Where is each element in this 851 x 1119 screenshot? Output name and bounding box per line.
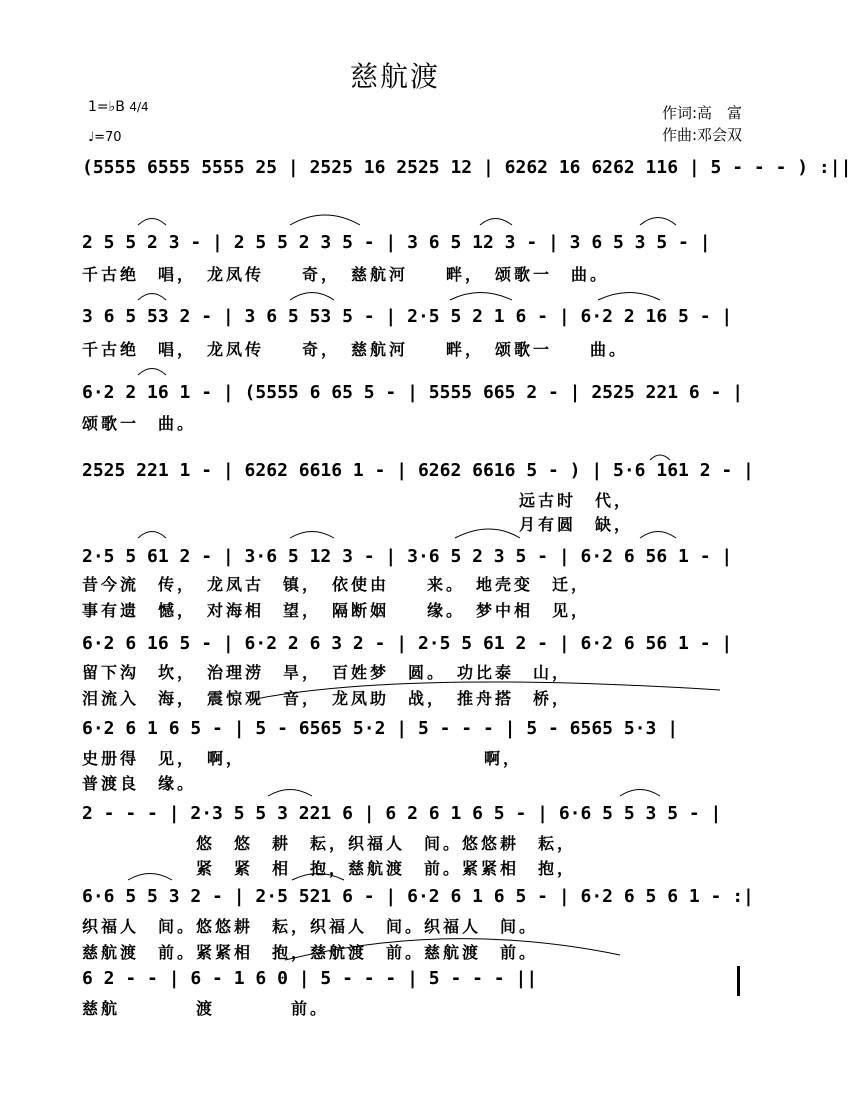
notation-line-1: 2 5 5 2 3 - | 2 5 5 2 3 5 - | 3 6 5 12 3 - | 3 6 5 3 5 - | (82, 232, 711, 253)
notation-line-4: 2525 221 1 - | 6262 6616 1 - | 6262 6616 5 - ) | 5·6 161 2 - | (82, 460, 754, 481)
credits (662, 102, 742, 146)
lyric-line-4b: 月有圆 缺， (82, 515, 634, 534)
lyric-line-8b: 紧 紧 相 抱，慈航渡 前。紧紧相 抱， (82, 859, 577, 878)
key-text: 1=♭B (88, 99, 125, 115)
tempo-marking: ♩=70 (88, 130, 122, 145)
notation-line-9: 6·6 5 5 3 2 - | 2·5 521 6 - | 6·2 6 1 6 5 - | 6·2 6 5 6 1 - :| (82, 886, 754, 907)
lyricist: 作词:高 富 (661, 104, 742, 122)
lyric-line-2: 千古绝 唱， 龙凤传 奇， 慈航河 畔， 颂歌一 曲。 (82, 340, 629, 359)
lyric-line-6a: 留下沟 坎， 治理涝 旱， 百姓梦 圆。 功比泰 山， (82, 663, 572, 682)
notation-line-6: 6·2 6 16 5 - | 6·2 2 6 3 2 - | 2·5 5 61 2 - | 6·2 6 56 1 - | (82, 633, 733, 654)
notation-line-7: 6·2 6 1 6 5 - | 5 - 6565 5·2 | 5 - - - | 5 - 6565 5·3 | (82, 718, 679, 739)
notation-line-intro: (5555 6555 5555 25 | 2525 16 2525 12 | 6262 16 6262 116 | 5 - - - ) :|| (82, 157, 851, 178)
lyric-line-7b: 普渡良 缘。 (82, 774, 197, 793)
song-title: 慈航渡 (349, 60, 440, 93)
lyric-line-10: 慈航 渡 前。 (82, 999, 330, 1018)
lyric-line-5b: 事有遗 憾， 对海相 望， 隔断姻 缘。 梦中相 见， (82, 601, 591, 620)
composer: 作曲:邓会双 (661, 126, 742, 144)
lyric-line-5a: 昔今流 传， 龙凤古 镇， 依使由 来。 地壳变 迁， (82, 575, 591, 594)
lyric-line-3: 颂歌一 曲。 (82, 414, 197, 433)
time-signature: 4/4 (129, 100, 149, 114)
lyric-line-6b: 泪流入 海， 震惊观 音， 龙凤助 战， 推舟搭 桥， (82, 689, 572, 708)
final-barline (737, 966, 740, 996)
lyric-line-4a: 远古时 代， (82, 491, 634, 510)
lyric-line-9a: 织福人 间。悠悠耕 耘，织福人 间。织福人 间。 (82, 917, 539, 936)
notation-line-2: 3 6 5 53 2 - | 3 6 5 53 5 - | 2·5 5 2 1 6 - | 6·2 2 16 5 - | (82, 306, 733, 327)
key-signature (88, 100, 149, 115)
lyric-line-9b: 慈航渡 前。紧紧相 抱，慈航渡 前。慈航渡 前。 (82, 943, 539, 962)
lyric-line-8a: 悠 悠 耕 耘，织福人 间。悠悠耕 耘， (82, 834, 577, 853)
notation-line-10: 6 2 - - | 6 - 1 6 0 | 5 - - - | 5 - - - || (82, 968, 538, 989)
notation-line-5: 2·5 5 61 2 - | 3·6 5 12 3 - | 3·6 5 2 3 5 - | 6·2 6 56 1 - | (82, 546, 733, 567)
lyric-line-1: 千古绝 唱， 龙凤传 奇， 慈航河 畔， 颂歌一 曲。 (82, 265, 610, 284)
notation-line-3: 6·2 2 16 1 - | (5555 6 65 5 - | 5555 665 2 - | 2525 221 6 - | (82, 382, 744, 403)
lyric-line-7a: 史册得 见， 啊， 啊， (82, 749, 523, 768)
notation-line-8: 2 - - - | 2·3 5 5 3 221 6 | 6 2 6 1 6 5 - | 6·6 5 5 3 5 - | (82, 803, 722, 824)
